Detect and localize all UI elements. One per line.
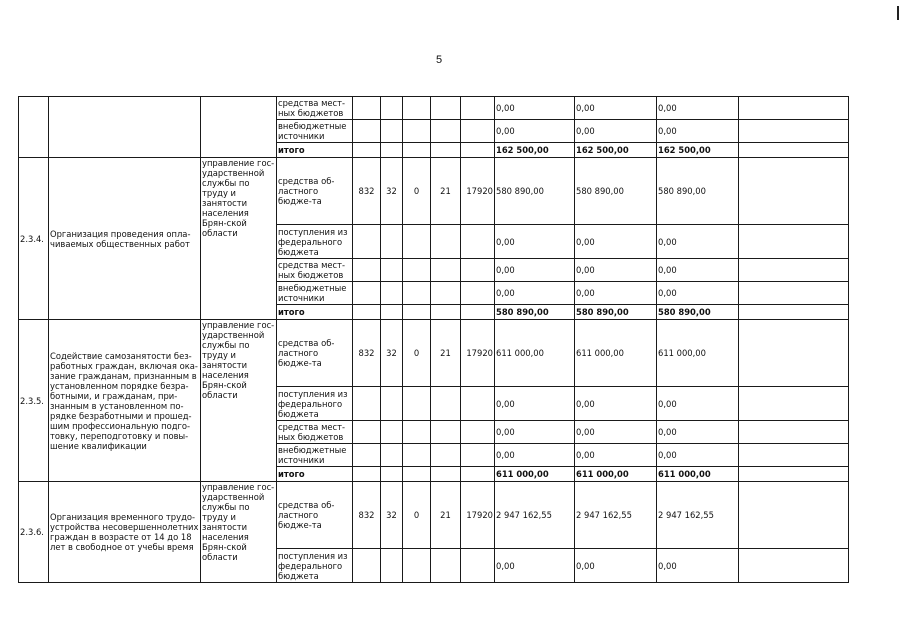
amount-year2-cell: 0,00 [575,444,657,467]
amount-year2-cell: 0,00 [575,259,657,282]
subsection-code-cell: 0 [403,158,431,225]
amount-year3-cell: 162 500,00 [657,143,739,158]
subsection-code-cell [403,282,431,305]
amount-year1-cell: 0,00 [495,549,575,583]
subsection-code-cell [403,97,431,120]
indicator-cell [739,158,849,225]
funding-source-cell: поступления из федерального бюджета [277,387,353,421]
section-code-cell [381,259,403,282]
amount-year1-cell: 0,00 [495,225,575,259]
amount-year2-cell: 0,00 [575,282,657,305]
grbs-code-cell [353,143,381,158]
item-number-cell: 2.3.6. [19,482,49,583]
executor-cell [201,97,277,158]
funding-source-cell: поступления из федерального бюджета [277,225,353,259]
indicator-cell [739,320,849,387]
subsection-code-cell [403,143,431,158]
subsection-code-cell [403,259,431,282]
budget-table-body [19,97,849,583]
article-code-cell [461,467,495,482]
budget-table [18,96,849,583]
section-code-cell: 32 [381,320,403,387]
amount-year2-cell: 2 947 162,55 [575,482,657,549]
program-code-cell [431,305,461,320]
indicator-cell [739,225,849,259]
program-code-cell [431,120,461,143]
grbs-code-cell: 832 [353,320,381,387]
program-code-cell [431,467,461,482]
program-code-cell [431,259,461,282]
funding-source-cell: внебюджетные источники [277,282,353,305]
amount-year3-cell: 0,00 [657,549,739,583]
article-code-cell [461,421,495,444]
funding-source-cell: средства мест-ных бюджетов [277,421,353,444]
indicator-cell [739,482,849,549]
amount-year1-cell: 0,00 [495,444,575,467]
section-code-cell [381,143,403,158]
amount-year3-cell: 0,00 [657,259,739,282]
amount-year1-cell: 580 890,00 [495,158,575,225]
amount-year1-cell: 0,00 [495,387,575,421]
article-code-cell [461,143,495,158]
section-code-cell [381,225,403,259]
amount-year1-cell: 611 000,00 [495,320,575,387]
article-code-cell [461,259,495,282]
subsection-code-cell [403,421,431,444]
section-code-cell [381,421,403,444]
section-code-cell [381,305,403,320]
subsection-code-cell: 0 [403,482,431,549]
grbs-code-cell [353,259,381,282]
subsection-code-cell [403,225,431,259]
amount-year2-cell: 611 000,00 [575,467,657,482]
amount-year2-cell: 162 500,00 [575,143,657,158]
program-code-cell [431,97,461,120]
subsection-code-cell: 0 [403,320,431,387]
amount-year2-cell: 611 000,00 [575,320,657,387]
subsection-code-cell [403,305,431,320]
indicator-cell [739,444,849,467]
grbs-code-cell [353,387,381,421]
section-code-cell: 32 [381,158,403,225]
program-code-cell [431,387,461,421]
indicator-cell [739,259,849,282]
amount-year3-cell: 580 890,00 [657,305,739,320]
program-code-cell [431,549,461,583]
amount-year3-cell: 0,00 [657,120,739,143]
amount-year3-cell: 0,00 [657,97,739,120]
article-code-cell [461,97,495,120]
amount-year1-cell: 0,00 [495,97,575,120]
article-code-cell [461,387,495,421]
table-row [19,97,849,120]
item-number-cell: 2.3.5. [19,320,49,482]
table-row [19,158,849,225]
program-code-cell: 21 [431,158,461,225]
amount-year3-cell: 0,00 [657,225,739,259]
amount-year3-cell: 611 000,00 [657,320,739,387]
program-code-cell [431,282,461,305]
page-number: 5 [436,54,443,66]
program-code-cell [431,444,461,467]
amount-year3-cell: 0,00 [657,421,739,444]
amount-year1-cell: 0,00 [495,259,575,282]
grbs-code-cell [353,97,381,120]
funding-source-cell: поступления из федерального бюджета [277,549,353,583]
program-code-cell [431,225,461,259]
event-name-cell: Организация проведения опла-чиваемых общественных работ [49,158,201,320]
program-code-cell: 21 [431,320,461,387]
section-code-cell [381,282,403,305]
executor-cell: управление гос-ударственной службы по труду и занятости населения Брян-ской области [201,482,277,583]
grbs-code-cell [353,549,381,583]
funding-source-cell: средства мест-ных бюджетов [277,259,353,282]
item-number-cell [19,97,49,158]
funding-source-cell: итого [277,467,353,482]
subsection-code-cell [403,387,431,421]
section-code-cell [381,120,403,143]
grbs-code-cell [353,421,381,444]
program-code-cell [431,143,461,158]
section-code-cell [381,97,403,120]
grbs-code-cell: 832 [353,482,381,549]
executor-cell: управление гос-ударственной службы по труду и занятости населения Брян-ской области [201,158,277,320]
grbs-code-cell [353,444,381,467]
funding-source-cell: итого [277,305,353,320]
indicator-cell [739,305,849,320]
item-number-cell: 2.3.4. [19,158,49,320]
indicator-cell [739,549,849,583]
amount-year2-cell: 580 890,00 [575,158,657,225]
grbs-code-cell [353,282,381,305]
article-code-cell [461,225,495,259]
amount-year3-cell: 580 890,00 [657,158,739,225]
amount-year2-cell: 0,00 [575,120,657,143]
amount-year2-cell: 0,00 [575,387,657,421]
grbs-code-cell: 832 [353,158,381,225]
funding-source-cell: средства об-ластного бюдже-та [277,320,353,387]
indicator-cell [739,421,849,444]
amount-year3-cell: 611 000,00 [657,467,739,482]
amount-year2-cell: 0,00 [575,549,657,583]
section-code-cell [381,549,403,583]
indicator-cell [739,120,849,143]
program-code-cell: 21 [431,482,461,549]
funding-source-cell: итого [277,143,353,158]
funding-source-cell: средства мест-ных бюджетов [277,97,353,120]
amount-year3-cell: 0,00 [657,387,739,421]
executor-cell: управление гос-ударственной службы по труду и занятости населения Брян-ской области [201,320,277,482]
amount-year3-cell: 2 947 162,55 [657,482,739,549]
funding-source-cell: внебюджетные источники [277,444,353,467]
indicator-cell [739,387,849,421]
amount-year1-cell: 162 500,00 [495,143,575,158]
article-code-cell: 17920 [461,158,495,225]
program-code-cell [431,421,461,444]
amount-year1-cell: 0,00 [495,421,575,444]
table-row [19,320,849,387]
indicator-cell [739,282,849,305]
indicator-cell [739,97,849,120]
article-code-cell: 17920 [461,320,495,387]
amount-year2-cell: 580 890,00 [575,305,657,320]
amount-year1-cell: 0,00 [495,120,575,143]
amount-year2-cell: 0,00 [575,97,657,120]
grbs-code-cell [353,120,381,143]
scan-edge-mark [897,6,899,20]
subsection-code-cell [403,549,431,583]
section-code-cell [381,467,403,482]
grbs-code-cell [353,467,381,482]
funding-source-cell: средства об-ластного бюдже-та [277,158,353,225]
article-code-cell [461,305,495,320]
amount-year1-cell: 2 947 162,55 [495,482,575,549]
indicator-cell [739,143,849,158]
amount-year1-cell: 611 000,00 [495,467,575,482]
amount-year2-cell: 0,00 [575,421,657,444]
event-name-cell [49,97,201,158]
amount-year2-cell: 0,00 [575,225,657,259]
amount-year1-cell: 580 890,00 [495,305,575,320]
subsection-code-cell [403,467,431,482]
subsection-code-cell [403,444,431,467]
amount-year3-cell: 0,00 [657,444,739,467]
section-code-cell: 32 [381,482,403,549]
event-name-cell: Содействие самозанятости без-работных граждан, включая ока-зание гражданам, признанным в установленном порядке безра-ботными, и гражданам, при-знанным в установленном по-рядке безработными и прошед-шим профессиональную подго-товку, переподготовку и повы-шение квалификации [49,320,201,482]
event-name-cell: Организация временного трудо-устройства несовершеннолетних граждан в возрасте от 14 до 18 лет в свободное от учебы время [49,482,201,583]
article-code-cell [461,120,495,143]
section-code-cell [381,387,403,421]
section-code-cell [381,444,403,467]
grbs-code-cell [353,305,381,320]
subsection-code-cell [403,120,431,143]
article-code-cell: 17920 [461,482,495,549]
funding-source-cell: внебюджетные источники [277,120,353,143]
article-code-cell [461,444,495,467]
article-code-cell [461,549,495,583]
amount-year1-cell: 0,00 [495,282,575,305]
indicator-cell [739,467,849,482]
funding-source-cell: средства об-ластного бюдже-та [277,482,353,549]
amount-year3-cell: 0,00 [657,282,739,305]
article-code-cell [461,282,495,305]
table-row [19,482,849,549]
grbs-code-cell [353,225,381,259]
